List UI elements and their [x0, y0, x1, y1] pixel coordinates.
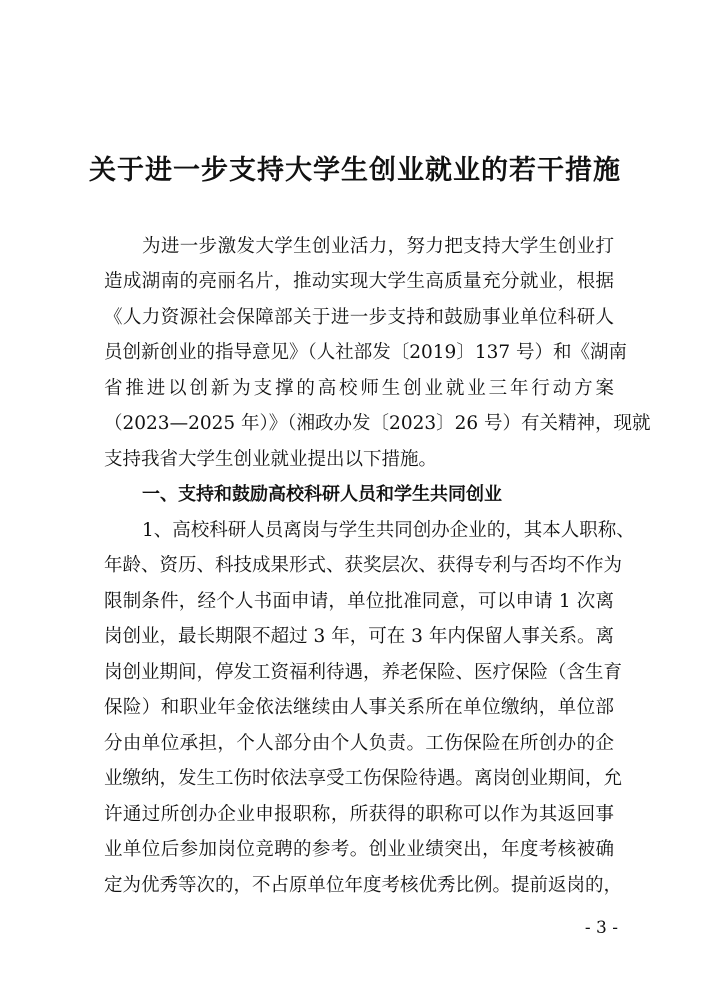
paragraph-line: 造成湖南的亮丽名片，推动实现大学生高质量充分就业，根据 [104, 271, 614, 292]
section-heading: 一、支持和鼓励高校科研人员和学生共同创业 [142, 484, 502, 505]
paragraph-line: 《人力资源社会保障部关于进一步支持和鼓励事业单位科研人 [104, 307, 614, 328]
paragraph-line: 岗创业期间，停发工资福利待遇，养老保险、医疗保险（含生育 [104, 662, 623, 683]
document-title: 关于进一步支持大学生创业就业的若干措施 [89, 155, 621, 186]
paragraph-line: 省推进以创新为支撑的高校师生创业就业三年行动方案 [104, 378, 614, 399]
paragraph-line: 岗创业，最长期限不超过 3 年，可在 3 年内保留人事关系。离 [104, 626, 614, 647]
paragraph-line: 许通过所创办企业申报职称，所获得的职称可以作为其返回事 [104, 804, 614, 825]
paragraph-line: 员创新创业的指导意见》（人社部发〔2019〕137 号）和《湖南 [104, 342, 628, 363]
paragraph-line: 支持我省大学生创业就业提出以下措施。 [104, 449, 438, 470]
paragraph-line: 定为优秀等次的，不占原单位年度考核优秀比例。提前返岗的， [104, 875, 623, 896]
paragraph-line: 业缴纳，发生工伤时依法享受工伤保险待遇。离岗创业期间，允 [104, 768, 623, 789]
paragraph-line: 限制条件，经个人书面申请，单位批准同意，可以申请 1 次离 [104, 591, 614, 612]
page-number: - 3 - [584, 918, 618, 938]
paragraph-line: 为进一步激发大学生创业活力，努力把支持大学生创业打 [142, 236, 614, 257]
paragraph-line: 业单位后参加岗位竞聘的参考。创业业绩突出，年度考核被确 [104, 839, 614, 860]
paragraph-line: 分由单位承担，个人部分由个人负责。工伤保险在所创办的企 [104, 733, 614, 754]
paragraph-line: 1、高校科研人员离岗与学生共同创办企业的，其本人职称、 [142, 520, 635, 541]
paragraph-line: 年龄、资历、科技成果形式、获奖层次、获得专利与否均不作为 [104, 555, 623, 576]
paragraph-line: 保险）和职业年金依法继续由人事关系所在单位缴纳，单位部 [104, 697, 614, 718]
paragraph-line: （2023—2025 年）》（湘政办发〔2023〕26 号）有关精神，现就 [104, 413, 651, 434]
